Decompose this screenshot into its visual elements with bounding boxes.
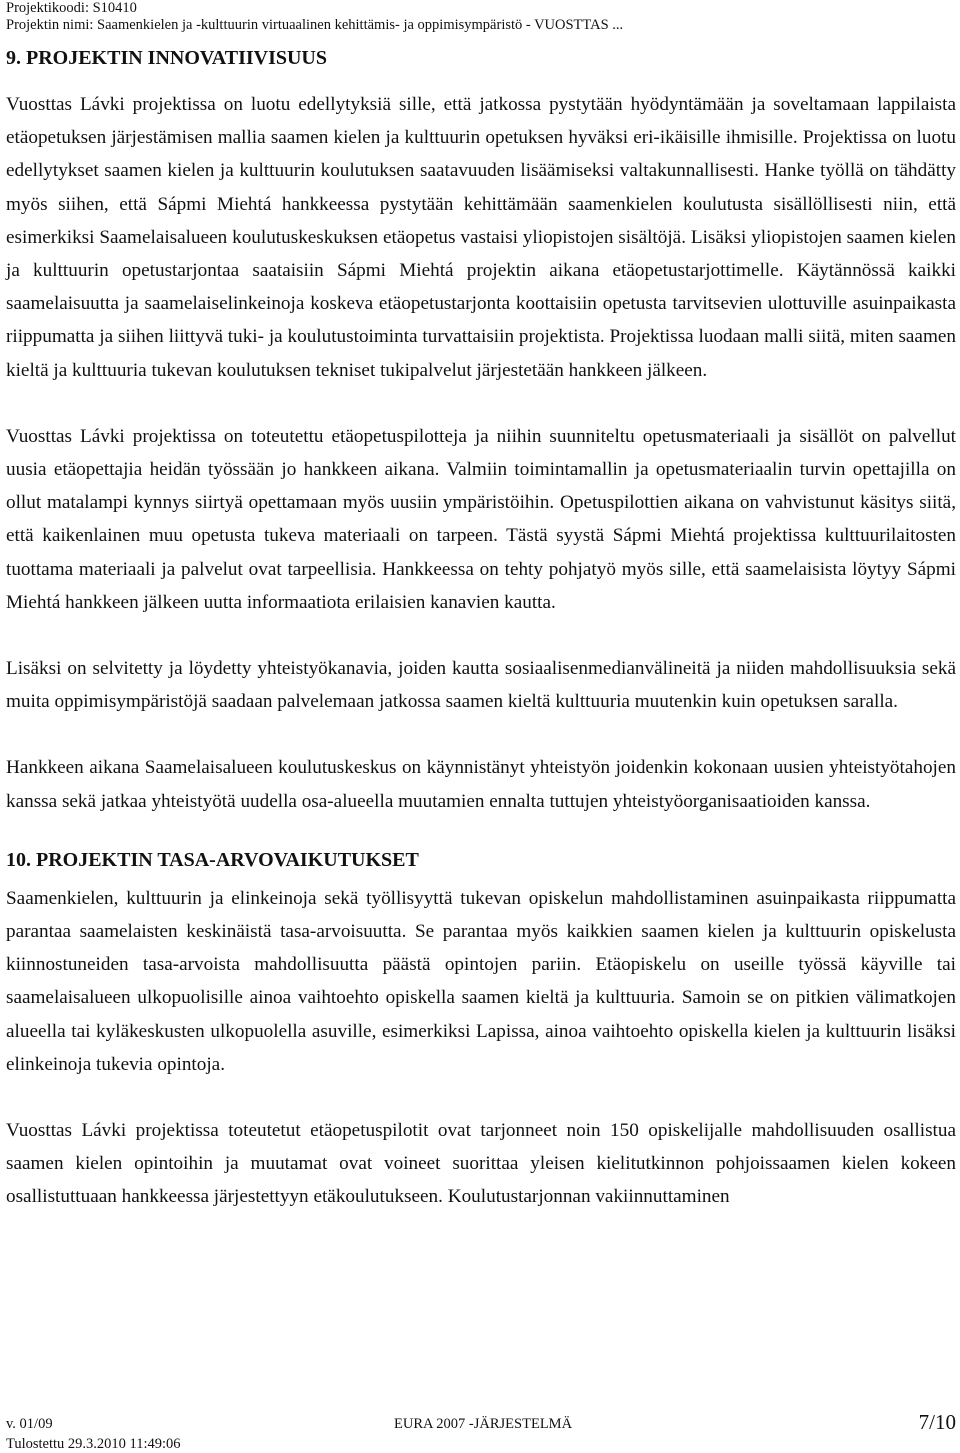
section-9-paragraph-3: Lisäksi on selvitetty ja löydetty yhteistyökanavia, joiden kautta sosiaalisenmedianvälineitä ja niiden mahdollisuuksia sekä muita oppimisympäristöjä saadaan palvelemaan jatkossa saamen kieltä kulttuuria muutenkin kuin opetuksen saralla. [6,658,956,713]
footer-system-name: EURA 2007 -JÄRJESTELMÄ [394,1416,573,1432]
page-number: 7/10 [918,1410,956,1434]
section-9-paragraph-2: Vuosttas Lávki projektissa on toteutettu etäopetuspilotteja ja niihin suunniteltu opetusmateriaali ja sisällöt on palvellut uusia etäopettajia heidän työssään jo hankkeen aikana. Valmiin toimintamallin ja opetusmateriaalin turvin opettajilla on ollut matalampi kynnys siirtyä opettamaan myös uusiin ympäristöihin. Opetuspilottien aikana on vahvistunut käsitys siitä, että kaikenlainen muu opetusta tukeva materiaali on tarpeen. Tästä syystä Sápmi Miehtá projektissa kulttuurilaitosten tuottama materiaali ja palvelut ovat tarpeellisia. Hankkeessa on tehty pohjatyö myös sille, että saamelaisista löytyy Sápmi Miehtá hankkeen jälkeen uutta informaatiota erilaisien kanavien kautta. [6,425,956,613]
section-10-title: 10. PROJEKTIN TASA-ARVOVAIKUTUKSET [6,848,419,871]
footer-version: v. 01/09 [6,1416,53,1432]
project-code: Projektikoodi: S10410 [6,0,137,16]
project-name: Projektin nimi: Saamenkielen ja -kulttuurin virtuaalinen kehittämis- ja oppimisympäristö - VUOSTTAS ... [6,17,624,33]
section-9-paragraph-1: Vuosttas Lávki projektissa on luotu edellytyksiä sille, että jatkossa pystytään hyödyntämään ja soveltamaan lappilaista etäopetuksen järjestämisen mallia saamen kielen ja kulttuurin opetuksen hyväksi eri-ikäisille ihmisille. Projektissa on luotu edellytykset saamen kielen ja kulttuurin koulutuksen saatavuuden lisäämiseksi valtakunnallisesti. Hanke työllä on tähdätty myös siihen, että Sápmi Miehtá hankkeessa pystytään kehittämään saamenkielen koulutusta sisällöllisesti niin, että esimerkiksi Saamelaisalueen koulutuskeskuksen etäopetus vastaisi yliopistojen sisältöjä. Lisäksi yliopistojen saamen kielen ja kulttuurin opetustarjontaa saataisiin Sápmi Miehtá projektin aikana etäopetustarjottimelle. Käytännössä kaikki saamelaisuutta ja saamelaiselinkeinoja koskeva etäopetustarjonta koottaisiin opetusta tarvitsevien ulottuville asuinpaikasta riippumatta ja siihen liittyvä tuki- ja koulutustoiminta turvattaisiin projektista. Projektissa luodaan malli siitä, miten saamen kieltä ja kulttuuria tukevan koulutuksen tekniset tukipalvelut järjestetään hankkeen jälkeen. [6,94,956,381]
page-header [6,0,623,34]
print-timestamp: Tulostettu 29.3.2010 11:49:06 [6,1436,181,1452]
document-body [6,44,956,1214]
section-10-paragraph-2: Vuosttas Lávki projektissa toteutetut etäopetuspilotit ovat tarjonneet noin 150 opiskelijalle mahdollisuuden osallistua saamen kielen opintoihin ja muutamat ovat voineet suorittaa yleisen kielitutkinnon pohjoissaamen kielen kokeen osallistuttuaan hankkeessa järjestettyyn etäkoulutukseen. Koulutustarjonnan vakiinnuttaminen [6,1120,956,1208]
section-10-paragraph-1: Saamenkielen, kulttuurin ja elinkeinoja sekä työllisyyttä tukevan opiskelun mahdollistaminen asuinpaikasta riippumatta parantaa saamelaisten keskinäistä tasa-arvoisuutta. Se parantaa myös kaikkien saamen kielen ja kulttuurin opiskelusta kiinnostuneiden tasa-arvoista mahdollisuutta päästä opintojen pariin. Etäopiskelu on useille työssä käyville tai saamelaisalueen ulkopuolisille ainoa vaihtoehto opiskella saamen kieltä ja kulttuuria. Samoin se on pitkien välimatkojen alueella tai kyläkeskusten ulkopuolella asuville, esimerkiksi Lapissa, ainoa vaihtoehto opiskella kielen ja kulttuurin lisäksi elinkeinoja tukevia opintoja. [6,887,956,1075]
section-9-paragraph-4: Hankkeen aikana Saamelaisalueen koulutuskeskus on käynnistänyt yhteistyön joidenkin kokonaan uusien yhteistyötahojen kanssa sekä jatkaa yhteistyötä uudella osa-alueella muutamien ennalta tuttujen yhteistyöorganisaatioiden kanssa. [6,757,956,812]
section-9-title: 9. PROJEKTIN INNOVATIIVISUUS [6,47,327,69]
page-footer [6,1410,956,1453]
